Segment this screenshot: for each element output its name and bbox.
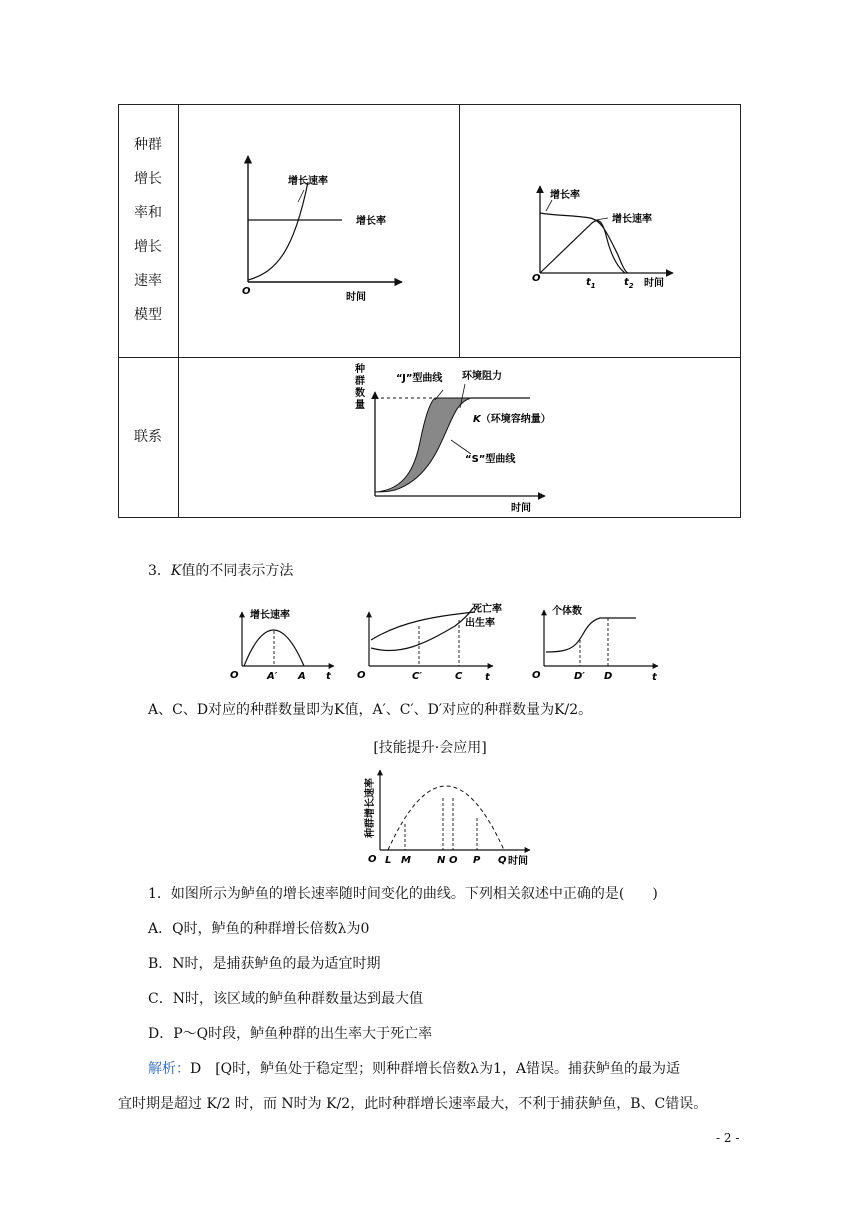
d-prime-label: D′: [574, 671, 585, 682]
figure-k-population: [532, 600, 664, 684]
j-curve-label: “J”型曲线: [396, 373, 443, 384]
s-curve-label: “S”型曲线: [465, 454, 516, 465]
birth-rate-label: 出生率: [465, 618, 495, 629]
t-label: t: [652, 672, 657, 683]
t-label: t: [485, 672, 490, 683]
origin-label: O: [242, 286, 251, 297]
a-label: A: [298, 671, 306, 682]
y-label-4: 量: [355, 400, 365, 411]
origin-label: O: [532, 273, 541, 284]
analysis-line-1: 解析：D [Q时，鲈鱼处于稳定型；则种群增长倍数λ为1，A错误。捕获鲈鱼的最为适: [148, 1061, 681, 1077]
curve-label: 增长速率: [288, 176, 328, 187]
a-prime-label: A′: [267, 671, 278, 682]
figure-s-growth-rate: [528, 180, 678, 290]
figure-j-growth-rate: [232, 150, 412, 305]
y-label-3: 数: [355, 388, 365, 399]
line-label: 增长率: [356, 216, 386, 227]
point-m: M: [401, 855, 411, 866]
figure-k-birth-death: [355, 600, 503, 684]
origin-label: O: [230, 670, 239, 681]
origin-label: O: [368, 854, 377, 865]
y-axis-label: 个体数: [552, 606, 582, 617]
point-p: P: [473, 855, 481, 866]
k-label: K（环境容纳量）: [473, 414, 551, 425]
speed-label: 增长速率: [612, 214, 652, 225]
option-c: C．N时，该区域的鲈鱼种群数量达到最大值: [148, 991, 423, 1007]
x-axis-label: 时间: [346, 292, 366, 303]
s-pointer: [451, 440, 471, 454]
origin-label: O: [357, 670, 366, 681]
y-axis-label: 种群增长速率: [365, 778, 376, 838]
y-axis-label: 增长速率: [250, 610, 290, 621]
option-b: B．N时，是捕获鲈鱼的最为适宜时期: [148, 956, 381, 972]
point-q: Q: [498, 855, 507, 866]
section-3-heading: 3．K值的不同表示方法: [148, 563, 294, 579]
resist-pointer: [460, 384, 465, 408]
row-label-model: 种群 增长 率和 增长 速率 模型: [134, 137, 162, 323]
c-label: C: [455, 671, 463, 682]
figure-j-s-curves: [355, 362, 570, 514]
y-label-1: 种: [355, 364, 365, 375]
point-n: N: [437, 855, 446, 866]
t-label: t: [326, 671, 331, 682]
growth-speed-curve: [540, 221, 625, 273]
x-axis-label: 时间: [644, 278, 664, 289]
label-pointer: [298, 190, 304, 202]
environment-resistance-area: [375, 398, 471, 492]
c-prime-label: C′: [412, 671, 422, 682]
option-a: A．Q时，鲈鱼的种群增长倍数λ为0: [148, 921, 370, 937]
origin-label: O: [532, 670, 541, 681]
growth-speed-curve: [248, 182, 308, 280]
analysis-label: 解析：: [148, 1061, 190, 1077]
rate-label: 增长率: [550, 190, 580, 201]
analysis-line-2: 宜时期是超过 K/2 时，而 N时为 K/2，此时种群增长速率最大，不利于捕获鲈鱼，B、C错误。: [118, 1096, 708, 1112]
t1-label: $t_1$: [586, 277, 596, 290]
speed-pointer: [596, 218, 608, 220]
question-text: 1．如图所示为鲈鱼的增长速率随时间变化的曲线。下列相关叙述中正确的是( ): [148, 886, 658, 902]
row-label-link: 联系: [134, 429, 162, 445]
d-label: D: [604, 671, 613, 682]
k-value-caption: A、C、D对应的种群数量即为K值，A′、C′、D′对应的种群数量为K/2。: [148, 702, 593, 718]
point-l: L: [385, 855, 392, 866]
t2-label: $t_2$: [624, 277, 634, 290]
point-o: O: [449, 855, 458, 866]
option-d: D．P～Q时段，鲈鱼种群的出生率大于死亡率: [148, 1026, 433, 1042]
figure-perch-growth-speed: [360, 766, 535, 870]
skill-heading: [技能提升·会应用]: [373, 740, 487, 756]
rate-pointer: [546, 200, 552, 211]
population-s-curve: [546, 618, 636, 652]
x-axis-label: 时间: [508, 856, 528, 867]
resistance-label: 环境阻力: [462, 371, 502, 382]
page-number: - 2 -: [716, 1131, 740, 1145]
x-axis-label: 时间: [511, 503, 531, 514]
y-label-2: 群: [355, 376, 365, 387]
figure-k-growth-speed: [228, 600, 340, 684]
death-rate-label: 死亡率: [472, 604, 502, 615]
